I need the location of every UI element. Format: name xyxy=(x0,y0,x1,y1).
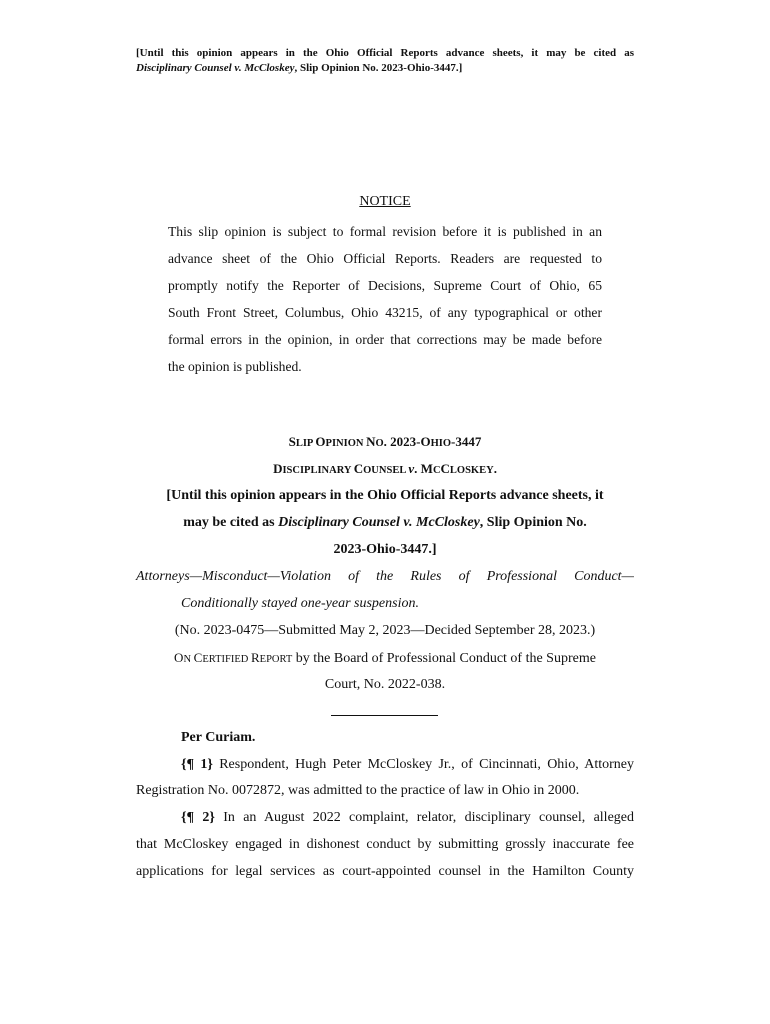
notice-line: formal errors in the opinion, in order that corrections may be made before xyxy=(168,332,602,347)
certified-report-line-1: ON CERTIFIED REPORT by the Board of Professional Conduct of the Supreme xyxy=(174,650,596,666)
notice-body xyxy=(168,218,602,380)
header-note-line-2 xyxy=(136,61,634,76)
paragraph-1-marker: {¶ 1} xyxy=(181,757,213,772)
paragraph-2-line-2: that McCloskey engaged in dishonest conduct by submitting grossly inaccurate fee xyxy=(136,837,634,852)
paragraph-2-line-1: {¶ 2} In an August 2022 complaint, relator, disciplinary counsel, alleged xyxy=(181,810,634,825)
citation-caption-line-1: [Until this opinion appears in the Ohio Official Reports advance sheets, it xyxy=(166,488,604,503)
docket-line: (No. 2023-0475—Submitted May 2, 2023—Decided September 28, 2023.) xyxy=(174,623,596,638)
citation-caption-line-3: 2023-Ohio-3447.] xyxy=(333,542,437,557)
slip-opinion-number: SLIP OPINION NO. 2023-OHIO-3447 xyxy=(288,434,482,449)
notice-line: promptly notify the Reporter of Decisions, Supreme Court of Ohio, 65 xyxy=(168,278,602,293)
syllabus-line-1: Attorneys—Misconduct—Violation of the Rules of Professional Conduct— xyxy=(136,569,634,584)
section-divider xyxy=(331,715,438,716)
case-parties: DISCIPLINARY COUNSEL v. MCCLOSKEY. xyxy=(273,461,497,476)
syllabus-line-2: Conditionally stayed one-year suspension. xyxy=(181,596,419,611)
notice-line: This slip opinion is subject to formal revision before it is published in an xyxy=(168,224,602,239)
citation-caption-case-name: Disciplinary Counsel v. McCloskey xyxy=(278,515,480,530)
notice-line: South Front Street, Columbus, Ohio 43215, of any typographical or other xyxy=(168,305,602,320)
paragraph-2-line-3: applications for legal services as court-appointed counsel in the Hamilton County xyxy=(136,864,634,879)
certified-report-line-2: Court, No. 2022-038. xyxy=(324,677,446,692)
header-note-case-name: Disciplinary Counsel v. McCloskey xyxy=(136,62,295,74)
per-curiam-heading: Per Curiam. xyxy=(181,730,256,745)
notice-line: the opinion is published. xyxy=(168,359,302,374)
notice-title: NOTICE xyxy=(359,194,411,209)
citation-header-note xyxy=(136,46,634,76)
paragraph-1-line-1: {¶ 1} Respondent, Hugh Peter McCloskey Jr., of Cincinnati, Ohio, Attorney xyxy=(181,757,634,772)
header-note-line-1: [Until this opinion appears in the Ohio Official Reports advance sheets, it may be cited as xyxy=(136,47,634,59)
citation-caption-line-2: may be cited as Disciplinary Counsel v. McCloskey, Slip Opinion No. xyxy=(183,515,587,530)
paragraph-1-line-2: Registration No. 0072872, was admitted to the practice of law in Ohio in 2000. xyxy=(136,783,580,798)
notice-line: advance sheet of the Ohio Official Reports. Readers are requested to xyxy=(168,251,602,266)
header-note-line-2-rest: , Slip Opinion No. 2023-Ohio-3447.] xyxy=(294,62,463,74)
paragraph-2-marker: {¶ 2} xyxy=(181,810,215,825)
